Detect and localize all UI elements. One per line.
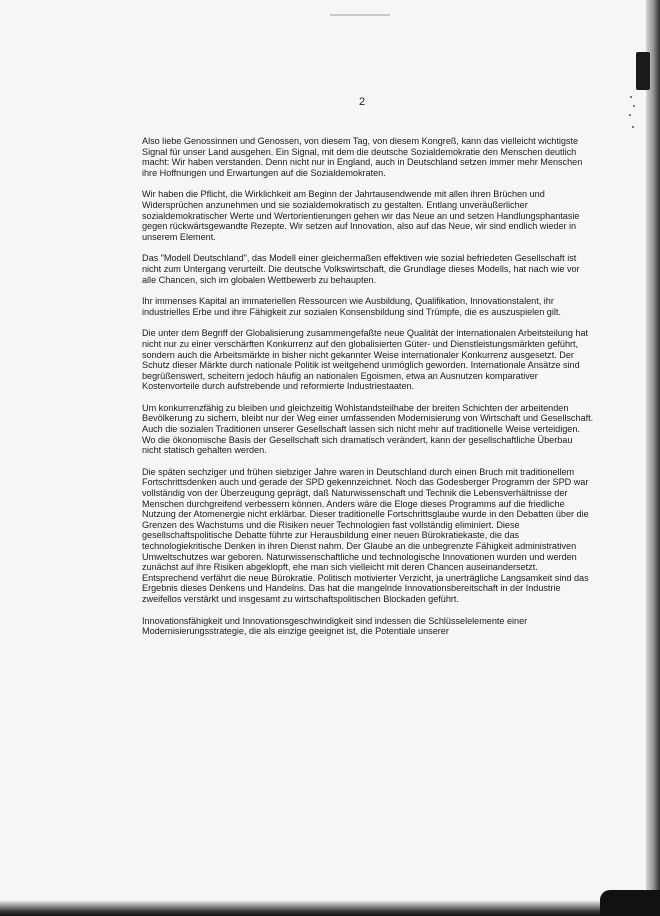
paragraph: Das "Modell Deutschland", das Modell einer gleichermaßen effektiven wie sozial befriedeten Gesellschaft ist nicht zum Untergang verurteilt. Die deutsche Volkswirtschaft, die Grundlage dieses Modells, hat nach wie vor alle Chancen, sich im globalen Wettbewerb zu behaupten. — [142, 253, 580, 285]
scan-specks — [628, 96, 636, 136]
scan-speck — [632, 126, 634, 128]
scan-speck — [629, 114, 631, 116]
paragraph: Die unter dem Begriff der Globalisierung zusammengefaßte neue Qualität der internationalen Arbeitsteilung hat nicht nur zu einer verschärften Konkurrenz auf den globalisierten Güter- und Dienstleistungsmärkten geführt, sondern auch die Arbeitsmärkte in bisher nicht gekannter Weise internationaler Konkurrenz ausgesetzt. Der Schutz dieser Märkte durch nationale Politik ist weitgehend unmöglich geworden. Internationale Ansätze sind begrüßenswert, scheitern jedoch häufig an nationalen Egoismen, etwa an Ausnutzen komparativer Kostenvorteile durch aufstrebende und reformierte Industriestaaten. — [142, 328, 589, 392]
scan-edge-bottom — [0, 900, 660, 916]
paragraph: Wir haben die Pflicht, die Wirklichkeit am Beginn der Jahrtausendwende mit allen ihren Brüchen und Widersprüchen anzunehmen und sie sozialdemokratisch zu gestalten. Entlang unveräußerlicher sozialdemokratischer Werte und Wertorientierungen gehen wir das Neue an und setzen Handlungsphantasie gegen rückwärtsgewandte Rezepte. Wir setzen auf Innovation, also auf das Neue, wir sind endlich wieder in unserem Element. — [142, 189, 580, 242]
scan-speck — [633, 105, 635, 107]
page-number: 2 — [358, 96, 366, 108]
scan-speck — [630, 96, 632, 98]
paragraph: Innovationsfähigkeit und Innovationsgeschwindigkeit sind indessen die Schlüsselelemente einer Modernisierungsstrategie, die als einzige geeignet ist, die Potentiale unserer — [142, 615, 528, 637]
scan-edge-mark — [636, 52, 650, 90]
scan-edge-right — [646, 0, 660, 916]
paragraph: Die späten sechziger und frühen siebziger Jahre waren in Deutschland durch einen Bruch mit traditionellem Fortschrittsdenken auch und gerade der SPD gekennzeichnet. Noch das Godesberger Programm der SPD war vollständig von der Überzeugung geprägt, daß Naturwissenschaft und Technik die Lebensverhältnisse der Menschen durchgreifend verbessern können. Anders wäre die Eloge dieses Programms auf die friedliche Nutzung der Atomenergie nicht erklärbar. Dieser traditionelle Fortschrittsglaube wurde in den Debatten über die Grenzen des Wachstums und die Risiken neuer Technologien fast vollständig eliminiert. Diese gesellschaftspolitische Debatte führte zur Herausbildung einer neuen Bürokratiekaste, die das technologiekritische Denken in ihren Dienst nahm. Der Glaube an die unbegrenzte Fähigkeit administrativen Umweltschutzes war geboren. Naturwissenschaftliche und technologische Innovationen wurden und werden zunächst auf ihre Risiken abgeklopft, ehe man sich vielleicht mit deren Chancen auseinandersetzt. Entsprechend verfährt die neue Bürokratie. Politisch motivierter Verzicht, ja unerträgliche Langsamkeit sind das Ergebnis dieses Denkens und Handelns. Das hat die mangelnde Innovationsbereitschaft in der Industrie zweifellos verstärkt und insgesamt zu wirtschaftspolitischen Blockaden geführt. — [142, 466, 589, 604]
scan-smudge — [330, 14, 390, 16]
scan-edge-corner — [600, 890, 660, 916]
body-text — [142, 136, 594, 637]
paragraph: Ihr immenses Kapital an immateriellen Ressourcen wie Ausbildung, Qualifikation, Innovationstalent, ihr industrielles Erbe und ihre Fähigkeit zur sozialen Konsensbildung sind Trümpfe, die es auszuspielen gilt. — [142, 296, 561, 317]
paragraph: Um konkurrenzfähig zu bleiben und gleichzeitig Wohlstandsteilhabe der breiten Schichten der arbeitenden Bevölkerung zu sichern, bleibt nur der Weg einer umfassenden Modernisierung von Wirtschaft und Gesellschaft. Auch die sozialen Traditionen unserer Gesellschaft lassen sich nicht mehr auf traditionelle Weise verteidigen. Wo die ökonomische Basis der Gesellschaft sich dramatisch verändert, kann der gesellschaftliche Überbau nicht statisch gehalten werden. — [142, 402, 594, 456]
paragraph: Also liebe Genossinnen und Genossen, von diesem Tag, von diesem Kongreß, kann das vielleicht wichtigste Signal für unser Land ausgehen. Ein Signal, mit dem die deutsche Sozialdemokratie den Menschen deutlich macht: Wir haben verstanden. Denn nicht nur in England, auch in Deutschland setzen immer mehr Menschen ihre Hoffnungen und Erwartungen auf die Sozialdemokraten. — [142, 136, 583, 178]
